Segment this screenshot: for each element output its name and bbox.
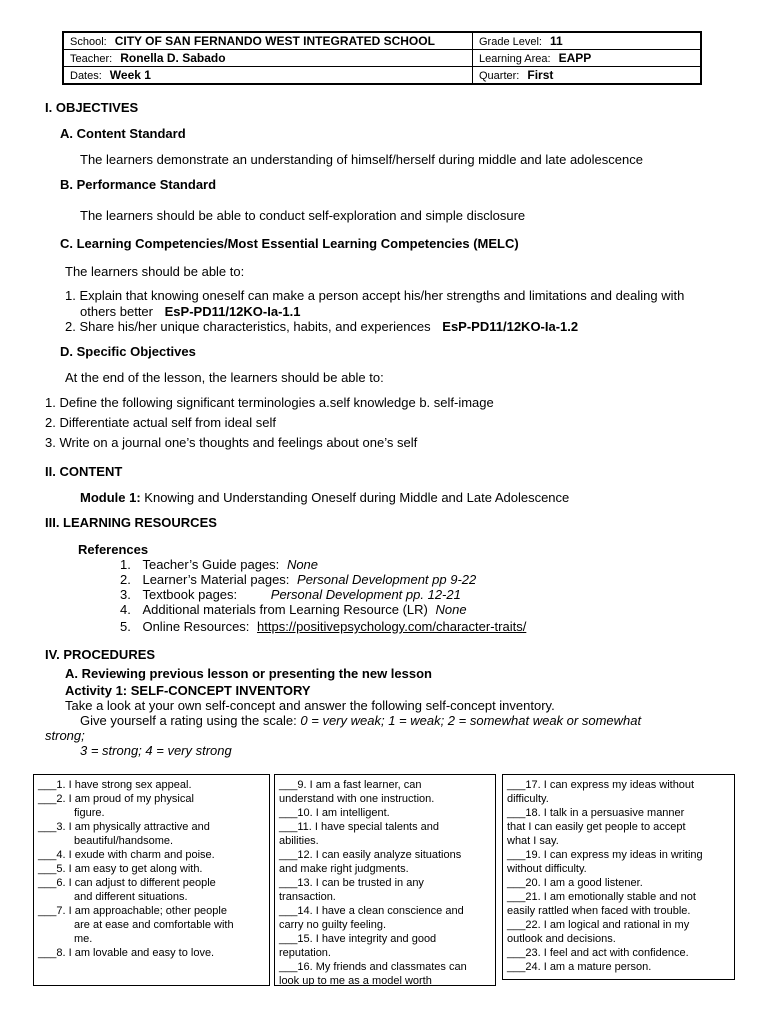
scale-continued: 3 = strong; 4 = very strong [80,743,232,758]
melc-item-2 [65,319,578,335]
quarter-label: Quarter: [479,70,520,82]
school-value: CITY OF SAN FERNANDO WEST INTEGRATED SCHOOL [114,34,435,48]
resource-item-5-num: 5. [120,619,131,634]
inventory-line: ___22. I am logical and rational in my [507,919,690,931]
specific-objectives-intro: At the end of the lesson, the learners should be able to: [65,370,384,385]
inventory-line: reputation. [279,947,331,959]
inventory-item: ___4. I exude with charm and poise. [38,849,215,861]
melc-item-1-code: EsP-PD11/12KO-Ia-1.1 [164,304,301,319]
resource-item-2-num: 2. [120,572,131,587]
resource-item-2-value: Personal Development pp 9-22 [297,572,477,587]
teacher-value: Ronella D. Sabado [120,51,226,65]
resource-item-1-value: None [286,557,319,572]
inventory-line: outlook and decisions. [507,933,616,945]
inventory-line: what I say. [507,835,559,847]
inventory-line: understand with one instruction. [279,793,435,805]
specific-objective-3: 3. Write on a journal one’s thoughts and feelings about one’s self [45,435,418,450]
learning-area-label: Learning Area: [479,53,551,65]
resource-item-5-label: Online Resources: [142,619,250,634]
scale-values: 0 = very weak; 1 = weak; 2 = somewhat weak or somewhat [300,713,642,728]
content-standard-text: The learners demonstrate an understanding of himself/herself during middle and late adolescence [80,152,643,167]
melc-item-1-cont [80,304,300,320]
inventory-item: ___3. I am physically attractive and [38,821,210,833]
performance-standard-text: The learners should be able to conduct self-exploration and simple disclosure [80,208,526,223]
melc-heading: C. Learning Competencies/Most Essential Learning Competencies (MELC) [60,236,519,251]
activity-instruction-2 [80,713,641,729]
learning-area-value: EAPP [558,51,592,65]
teacher-cell [64,50,473,67]
melc-item-1-cont-text: others better [80,304,153,319]
inventory-column-1 [33,774,270,986]
inventory-line: ___24. I am a mature person. [507,961,652,973]
inventory-column-2 [274,774,496,986]
resource-item-3-value: Personal Development pp. 12-21 [270,587,461,602]
grade-label: Grade Level: [479,36,542,48]
school-cell [64,33,473,50]
inventory-line: ___10. I am intelligent. [279,807,390,819]
scale-wrap: strong; [45,728,85,743]
inventory-item: ___7. I am approachable; other people [38,905,227,917]
dates-value: Week 1 [109,68,151,82]
inventory-item-cont: are at ease and comfortable with [74,919,234,931]
quarter-value: First [527,68,554,82]
performance-standard-heading: B. Performance Standard [60,177,217,192]
school-label: School: [70,36,107,48]
grade-value: 11 [549,34,563,48]
inventory-line: ___17. I can express my ideas without [507,779,695,791]
resource-item-2 [120,572,476,588]
content-heading: II. CONTENT [45,464,123,479]
learning-area-cell [473,50,700,67]
dates-cell [64,67,473,83]
inventory-line: ___11. I have special talents and [279,821,440,833]
inventory-line: ___21. I am emotionally stable and not [507,891,696,903]
quarter-cell [473,67,700,83]
content-standard-heading: A. Content Standard [60,126,186,141]
resource-item-4-value: None [435,602,467,617]
inventory-item: ___1. I have strong sex appeal. [38,779,192,791]
inventory-line: transaction. [279,891,336,903]
inventory-item: ___8. I am lovable and easy to love. [38,947,215,959]
module-text: Knowing and Understanding Oneself during Middle and Late Adolescence [144,490,570,505]
inventory-line: look up to me as a model worth [279,975,432,986]
resource-item-1-num: 1. [120,557,131,572]
activity-title: Activity 1: SELF-CONCEPT INVENTORY [65,683,311,698]
resource-item-1 [120,557,318,573]
inventory-line: ___18. I talk in a persuasive manner [507,807,685,819]
inventory-item: ___5. I am easy to get along with. [38,863,203,875]
header-table [62,31,702,85]
inventory-line: that I can easily get people to accept [507,821,686,833]
online-resource-link[interactable]: https://positivepsychology.com/character-traits/ [257,619,527,634]
inventory-item: ___2. I am proud of my physical [38,793,194,805]
inventory-line: and make right judgments. [279,863,409,875]
resource-item-2-label: Learner’s Material pages: [142,572,290,587]
teacher-label: Teacher: [70,53,113,65]
inventory-line: ___15. I have integrity and good [279,933,437,945]
resources-heading: III. LEARNING RESOURCES [45,515,217,530]
melc-item-1: 1. Explain that knowing oneself can make a person accept his/her strengths and limitations and dealing with [65,288,685,303]
melc-item-2-text: 2. Share his/her unique characteristics, habits, and experiences [65,319,431,334]
specific-objectives-heading: D. Specific Objectives [60,344,196,359]
resource-item-1-label: Teacher’s Guide pages: [142,557,280,572]
inventory-item-cont: beautiful/handsome. [74,835,174,847]
inventory-line: abilities. [279,835,319,847]
resource-item-4-label: Additional materials from Learning Resource (LR) [142,602,428,617]
procedures-heading: IV. PROCEDURES [45,647,156,662]
inventory-item-cont: and different situations. [74,891,188,903]
activity-instruction-1: Take a look at your own self-concept and answer the following self-concept inventory. [65,698,555,713]
objectives-heading: I. OBJECTIVES [45,100,139,115]
inventory-line: without difficulty. [507,863,587,875]
inventory-line: ___19. I can express my ideas in writing [507,849,703,861]
inventory-line: ___9. I am a fast learner, can [279,779,422,791]
inventory-item-cont: me. [74,933,93,945]
dates-label: Dates: [70,70,102,82]
inventory-item-cont: figure. [74,807,105,819]
inventory-line: ___20. I am a good listener. [507,877,643,889]
inventory-line: ___14. I have a clean conscience and [279,905,464,917]
inventory-column-3 [502,774,735,980]
references-label: References [78,542,149,557]
inventory-line: easily rattled when faced with trouble. [507,905,691,917]
inventory-line: ___23. I feel and act with confidence. [507,947,689,959]
melc-intro: The learners should be able to: [65,264,245,279]
inventory-line: difficulty. [507,793,549,805]
inventory-line: ___13. I can be trusted in any [279,877,424,889]
inventory-line: carry no guilty feeling. [279,919,386,931]
procedure-a-heading: A. Reviewing previous lesson or presenting the new lesson [65,666,432,681]
resource-item-3-num: 3. [120,587,131,602]
inventory-item: ___6. I can adjust to different people [38,877,216,889]
melc-item-2-code: EsP-PD11/12KO-Ia-1.2 [442,319,579,334]
resource-item-5 [120,619,526,635]
resource-item-4 [120,602,467,618]
inventory-line: ___12. I can easily analyze situations [279,849,462,861]
module-line [80,490,569,506]
specific-objective-1: 1. Define the following significant terminologies a.self knowledge b. self-image [45,395,494,410]
resource-item-4-num: 4. [120,602,131,617]
resource-item-3 [120,587,461,603]
scale-prefix: Give yourself a rating using the scale: [80,713,297,728]
resource-item-3-label: Textbook pages: [142,587,238,602]
specific-objective-2: 2. Differentiate actual self from ideal self [45,415,276,430]
inventory-line: ___16. My friends and classmates can [279,961,467,973]
module-label: Module 1: [80,490,141,505]
grade-cell [473,33,700,50]
